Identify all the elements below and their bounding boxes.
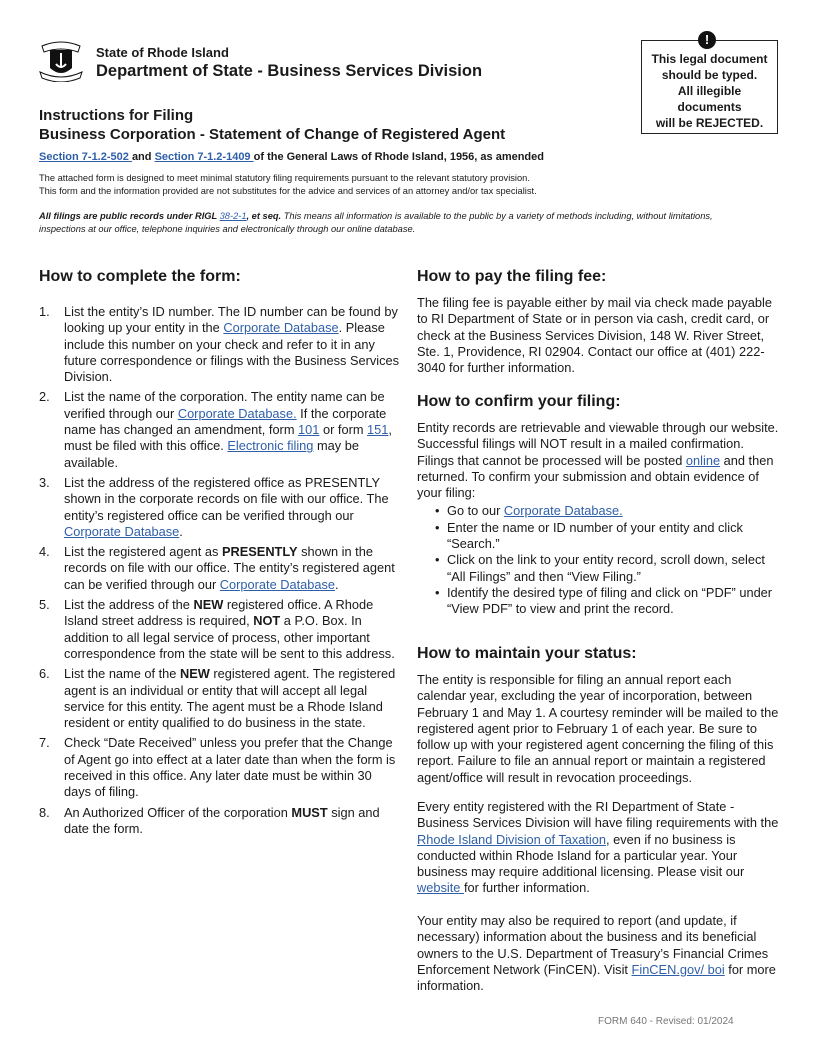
disclaimer-line-1: The attached form is designed to meet minimal statutory filing requirements pursuant to the relevant statutory provision. <box>39 173 530 183</box>
instruction-item <box>39 475 401 540</box>
text: may be available. <box>64 438 359 470</box>
item-text <box>64 544 395 592</box>
item-number: 4. <box>39 544 50 560</box>
text: . Please include this number on your check and refer to it in any future correspondence or filings with the Business Services Division. <box>64 320 400 385</box>
text: List the entity’s ID number. The ID number can be found by looking up your entity in the <box>64 304 398 336</box>
instruction-item <box>39 805 401 838</box>
instruction-item <box>39 666 401 731</box>
item-number: 7. <box>39 735 50 751</box>
item-text <box>64 805 380 836</box>
text: List the address of the registered office as PRESENTLY shown in the corporate records on file with our office. The entity’s registered office can be verified through our <box>64 474 389 523</box>
text: Entity records are retrievable and viewable through our website. Successful filings will NOT result in a mailed confirmation. Filings that cannot be processed will be posted <box>417 420 779 468</box>
confirm-heading: How to confirm your filing: <box>417 393 621 410</box>
bold-text: MUST <box>291 804 328 820</box>
warning-line: All illegible <box>677 84 742 98</box>
text: or form <box>319 422 368 438</box>
fincen-text <box>417 913 777 994</box>
exclamation-icon: ! <box>698 31 716 49</box>
text: Click on the link to your entity record, scroll down, select “All Filings” and then “View Filing.” <box>447 552 765 584</box>
link[interactable]: online <box>685 452 721 468</box>
item-text <box>64 597 395 661</box>
confirm-steps <box>435 503 782 617</box>
text: for further information. <box>463 880 590 896</box>
item-text <box>64 304 399 384</box>
bullet-item <box>435 585 782 618</box>
state-seal-logo <box>38 38 84 82</box>
department-name: Department of State - Business Services Division <box>96 62 483 80</box>
state-name: State of Rhode Island <box>96 45 229 60</box>
text: . <box>179 523 183 539</box>
bold-text: PRESENTLY <box>221 544 298 560</box>
instruction-item <box>39 389 401 470</box>
text: registered agent. The registered agent is an individual or entity that will accept all legal service for this entity. The agent must be a Rhode Island resident or entity qualified to do business in the state. <box>64 666 396 731</box>
text: List the name of the corporation. The entity name can be verified through our <box>64 389 385 421</box>
text: The entity is responsible for filing an annual report each calendar year, excluding the year of incorporation, between February 1 and May 1. A courtesy reminder will be mailed to the registered agent prior to February 1 of each year. Be sure to follow up with your registered agent concerning the filing of this report. Failure to file an annual report or maintain a registered agent/office will result in revocation proceedings. <box>417 672 779 785</box>
text: An Authorized Officer of the corporation <box>64 804 292 820</box>
text: a P.O. Box. In addition to all legal service of process, other important correspondence from the state will be sent to this address. <box>64 613 395 661</box>
item-number: 6. <box>39 666 50 682</box>
text: Enter the name or ID number of your entity and click “Search.” <box>447 519 743 552</box>
text: List the name of the <box>64 666 180 682</box>
item-number: 1. <box>39 304 50 319</box>
item-number: 5. <box>39 597 50 613</box>
pay-heading: How to pay the filing fee: <box>417 268 607 285</box>
instruction-item <box>39 544 401 593</box>
warning-line: documents <box>677 100 742 114</box>
instruction-item <box>39 597 401 662</box>
bold-text: All filings are public records under RIGL <box>39 211 220 221</box>
title-line-2: Business Corporation - Statement of Change of Registered Agent <box>39 126 506 143</box>
text: Go to our <box>447 503 504 519</box>
bold-text: NOT <box>253 613 281 629</box>
text: , even if no business is conducted within Rhode Island for a particular year. Your business may require additional licensing. Please visit our <box>417 831 745 880</box>
confirm-section <box>417 420 782 618</box>
bullet-item <box>435 552 782 585</box>
text: sign and date the form. <box>64 804 380 836</box>
text: List the address of the <box>64 597 194 613</box>
text: If the corporate name has changed an amendment, form <box>64 405 387 438</box>
page-title <box>39 106 505 144</box>
text: This means all information is available to the public by a variety of methods including, without limitations, inspections at our office, telephone inquiries and electronically through our online database. <box>39 211 713 234</box>
text: registered office. A Rhode Island street address is required, <box>64 597 374 629</box>
text: and then returned. To confirm your submission and obtain evidence of your filing: <box>417 452 774 501</box>
item-number: 8. <box>39 804 50 820</box>
warning-box <box>641 40 778 134</box>
item-number: 3. <box>39 474 50 490</box>
link[interactable]: Rhode Island Division of Taxation <box>417 831 606 847</box>
link[interactable]: Section 7-1.2-1409 <box>154 151 254 163</box>
text: of the General Laws of Rhode Island, 1956, as amended <box>253 151 544 163</box>
link[interactable]: Corporate Database. <box>177 405 297 421</box>
link[interactable]: Corporate Database <box>219 576 336 592</box>
bold-text: NEW <box>179 666 210 682</box>
confirm-text <box>417 420 782 501</box>
link[interactable]: FinCEN.gov/ boi <box>631 961 725 977</box>
pay-text <box>417 295 782 376</box>
link[interactable]: Corporate Database <box>223 320 339 336</box>
link[interactable]: Corporate Database <box>64 523 180 539</box>
maintain-heading: How to maintain your status: <box>417 645 637 662</box>
warning-line: will be REJECTED. <box>655 116 764 130</box>
text: List the registered agent as <box>64 544 222 560</box>
disclaimer-line-2: This form and the information provided are not substitutes for the advice and services of an attorney and/or tax specialist. <box>39 186 537 196</box>
text: The filing fee is payable either by mail via check made payable to RI Department of State or in person via cash, credit card, or check at the Business Services Division, 148 W. River Street, Ste. 1, Providence, RI 02904. Contact our office at (401) 222-3040 for further information. <box>417 295 772 376</box>
text: Identify the desired type of filing and click on “PDF” under “View PDF” to view and print the record. <box>447 584 773 617</box>
text: shown in the records on file with our office. The entity’s registered agent can be verified through our <box>64 544 395 592</box>
annual-report-text <box>417 672 782 786</box>
instruction-item <box>39 304 401 385</box>
text: and <box>131 151 155 163</box>
statute-reference <box>39 151 544 163</box>
instructions-list <box>39 304 401 841</box>
link[interactable]: Corporate Database. <box>503 503 623 519</box>
public-records-notice <box>39 210 719 236</box>
disclaimer <box>39 172 537 198</box>
item-text <box>64 475 389 539</box>
item-text <box>64 389 392 469</box>
title-line-1: Instructions for Filing <box>39 107 194 124</box>
item-text <box>64 666 395 730</box>
text: Every entity registered with the RI Department of State - Business Services Division will have filing requirements with the <box>417 799 779 831</box>
text: Your entity may also be required to report (and update, if necessary) information about the business and its beneficial owners to the U.S. Department of Treasury’s Financial Crimes Enforcement Network (FinCEN). Visit <box>417 913 769 977</box>
instruction-item <box>39 735 401 800</box>
bold-text: , et seq. <box>246 211 282 221</box>
item-text <box>64 735 395 799</box>
link[interactable]: website <box>417 880 464 896</box>
item-number: 2. <box>39 389 50 405</box>
warning-line: should be typed. <box>661 68 758 82</box>
link[interactable]: 38-2-1 <box>219 211 247 221</box>
text: . <box>335 576 339 592</box>
taxation-text <box>417 799 782 897</box>
text: , must be filed with this office. <box>64 422 392 454</box>
form-footer: FORM 640 - Revised: 01/2024 <box>598 1016 734 1027</box>
link[interactable]: Electronic filing <box>227 438 314 454</box>
warning-line: This legal document <box>651 52 768 66</box>
bold-text: NEW <box>193 597 224 613</box>
link[interactable]: 151 <box>367 422 389 438</box>
link[interactable]: 101 <box>298 422 320 438</box>
complete-heading: How to complete the form: <box>39 268 241 285</box>
text: for more information. <box>417 961 776 994</box>
text: Check “Date Received” unless you prefer that the Change of Agent go into effect at a later date than when the form is received in this office. Any later date must be within 30 days of filing. <box>64 735 396 800</box>
link[interactable]: Section 7-1.2-502 <box>39 151 132 163</box>
bullet-item <box>435 503 782 519</box>
bullet-item <box>435 520 782 553</box>
